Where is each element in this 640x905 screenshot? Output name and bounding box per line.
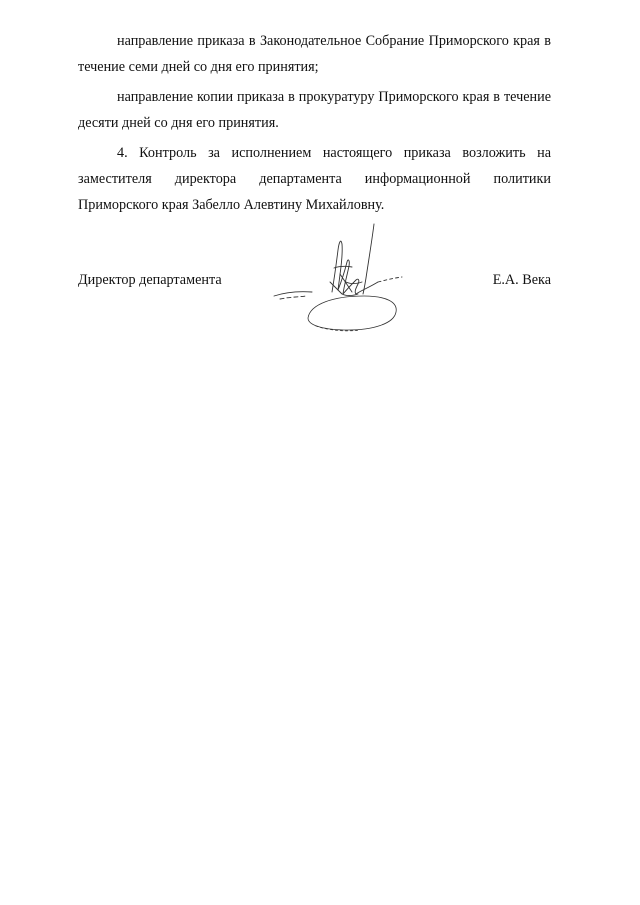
signatory-name: Е.А. Века: [492, 272, 551, 288]
signatory-title: Директор департамента: [78, 272, 222, 288]
document-body: [78, 28, 551, 222]
paragraph-prosecutor: направление копии приказа в прокуратуру Приморского края в течение десяти дней со дня его принятия.: [78, 89, 551, 131]
paragraph-control: 4. Контроль за исполнением настоящего приказа возложить на заместителя директора департамента информационной политики Приморского края Забелло Алевтину Михайловну.: [78, 145, 551, 213]
paragraph-legislative-assembly: направление приказа в Законодательное Собрание Приморского края в течение семи дней со дня его принятия;: [78, 33, 551, 75]
signature-block: [78, 272, 551, 296]
